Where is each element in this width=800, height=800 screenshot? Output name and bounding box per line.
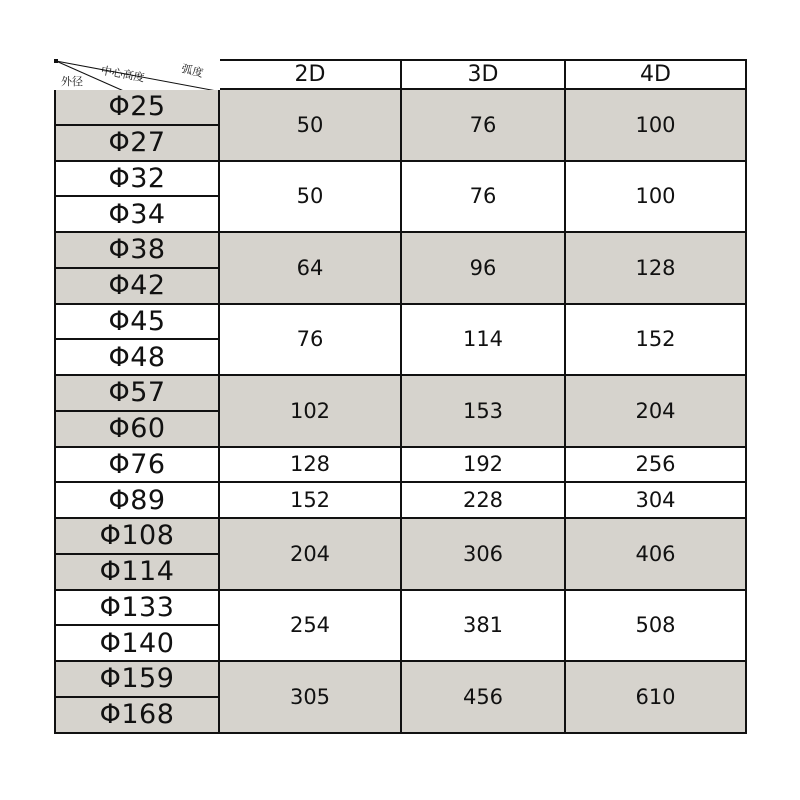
value-cell-3d: 76 bbox=[402, 162, 566, 234]
diameter-cell: Φ57 bbox=[54, 376, 220, 412]
value-cell-4d: 508 bbox=[566, 591, 747, 663]
diameter-cell: Φ114 bbox=[54, 555, 220, 591]
value-cell-4d: 100 bbox=[566, 162, 747, 234]
value-cell-2d: 76 bbox=[220, 305, 402, 377]
value-cell-2d: 152 bbox=[220, 483, 402, 519]
value-cell-4d: 304 bbox=[566, 483, 747, 519]
value-cell-3d: 153 bbox=[402, 376, 566, 448]
value-cell-3d: 76 bbox=[402, 90, 566, 162]
column-header-3d: 3D bbox=[402, 59, 566, 90]
diameter-cell: Φ89 bbox=[54, 483, 220, 519]
value-cell-2d: 204 bbox=[220, 519, 402, 591]
diameter-cell: Φ38 bbox=[54, 233, 220, 269]
diameter-cell: Φ140 bbox=[54, 626, 220, 662]
diameter-cell: Φ168 bbox=[54, 698, 220, 734]
value-cell-2d: 128 bbox=[220, 448, 402, 484]
column-header-4d: 4D bbox=[566, 59, 747, 90]
corner-label-outer-diameter: 外径 bbox=[61, 75, 83, 88]
value-cell-2d: 254 bbox=[220, 591, 402, 663]
diameter-cell: Φ48 bbox=[54, 340, 220, 376]
header-corner-cell bbox=[54, 59, 205, 88]
value-cell-3d: 192 bbox=[402, 448, 566, 484]
value-cell-3d: 96 bbox=[402, 233, 566, 305]
diameter-cell: Φ159 bbox=[54, 662, 220, 698]
diameter-cell: Φ42 bbox=[54, 269, 220, 305]
value-cell-2d: 64 bbox=[220, 233, 402, 305]
diameter-cell: Φ34 bbox=[54, 197, 220, 233]
value-cell-3d: 228 bbox=[402, 483, 566, 519]
column-header-2d: 2D bbox=[220, 59, 402, 90]
value-cell-3d: 381 bbox=[402, 591, 566, 663]
value-cell-4d: 128 bbox=[566, 233, 747, 305]
diameter-cell: Φ108 bbox=[54, 519, 220, 555]
value-cell-4d: 100 bbox=[566, 90, 747, 162]
value-cell-3d: 306 bbox=[402, 519, 566, 591]
value-cell-4d: 152 bbox=[566, 305, 747, 377]
value-cell-3d: 114 bbox=[402, 305, 566, 377]
diameter-cell: Φ25 bbox=[54, 90, 220, 126]
value-cell-4d: 256 bbox=[566, 448, 747, 484]
corner-label-center-height: 中心高度 bbox=[99, 64, 146, 85]
spec-table bbox=[54, 59, 747, 742]
diameter-cell: Φ45 bbox=[54, 305, 220, 341]
diameter-cell: Φ76 bbox=[54, 448, 220, 484]
value-cell-2d: 50 bbox=[220, 90, 402, 162]
corner-label-arc: 弧度 bbox=[180, 62, 205, 80]
value-cell-4d: 406 bbox=[566, 519, 747, 591]
value-cell-2d: 305 bbox=[220, 662, 402, 734]
diameter-cell: Φ60 bbox=[54, 412, 220, 448]
value-cell-4d: 610 bbox=[566, 662, 747, 734]
value-cell-4d: 204 bbox=[566, 376, 747, 448]
value-cell-3d: 456 bbox=[402, 662, 566, 734]
value-cell-2d: 102 bbox=[220, 376, 402, 448]
diameter-cell: Φ133 bbox=[54, 591, 220, 627]
diameter-cell: Φ32 bbox=[54, 162, 220, 198]
value-cell-2d: 50 bbox=[220, 162, 402, 234]
diameter-cell: Φ27 bbox=[54, 126, 220, 162]
